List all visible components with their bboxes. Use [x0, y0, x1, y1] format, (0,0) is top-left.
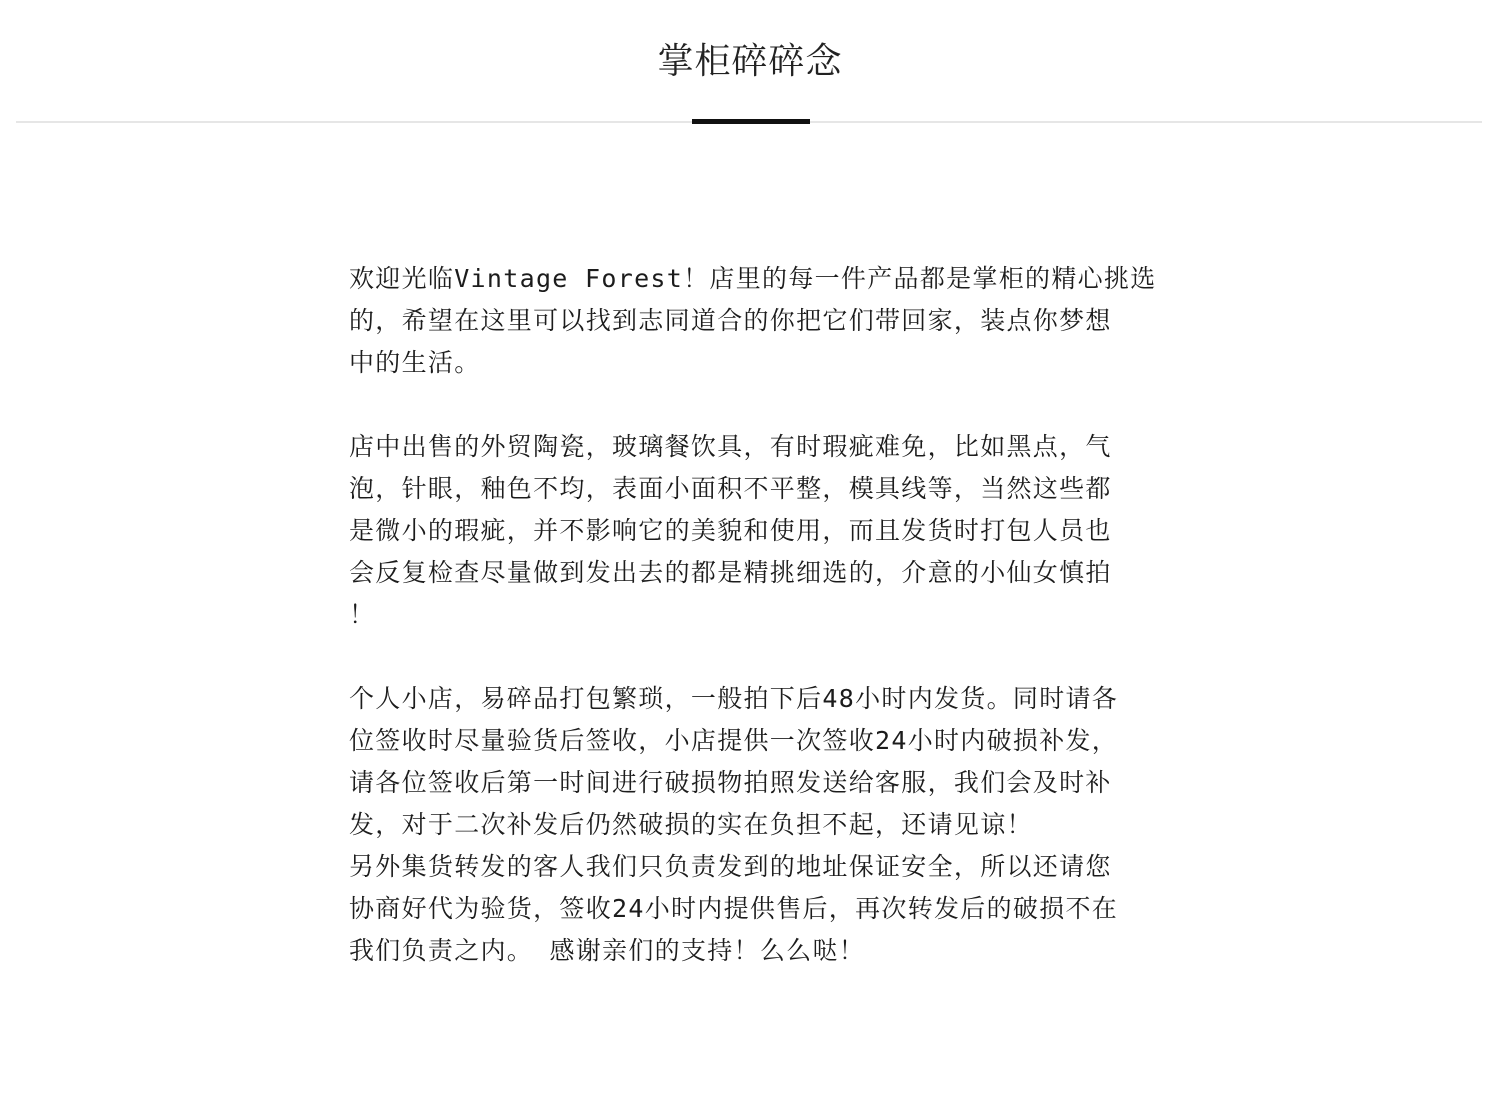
text-line: 中的生活。	[349, 348, 481, 377]
text-line: 是微小的瑕疵，并不影响它的美貌和使用，而且发货时打包人员也	[349, 516, 1112, 545]
paragraph-welcome	[349, 258, 1229, 384]
text-line: 店中出售的外贸陶瓷，玻璃餐饮具，有时瑕疵难免，比如黑点，气	[349, 432, 1112, 461]
text-line: 会反复检查尽量做到发出去的都是精挑细选的，介意的小仙女慎拍	[349, 558, 1112, 587]
paragraph-defects	[349, 426, 1229, 636]
text-line: 另外集货转发的客人我们只负责发到的地址保证安全，所以还请您	[349, 852, 1112, 881]
header-divider-accent	[692, 119, 810, 124]
text-line: 协商好代为验货，签收24小时内提供售后，再次转发后的破损不在	[349, 894, 1119, 923]
text-line: 个人小店，易碎品打包繁琐，一般拍下后48小时内发货。同时请各	[349, 684, 1119, 713]
page-header	[0, 0, 1500, 130]
text-line: 欢迎光临Vintage Forest！店里的每一件产品都是掌柜的精心挑选	[349, 264, 1157, 293]
text-line: 泡，针眼，釉色不均，表面小面积不平整，模具线等，当然这些都	[349, 474, 1112, 503]
text-line: 位签收时尽量验货后签收，小店提供一次签收24小时内破损补发，	[349, 726, 1119, 755]
text-line: 发，对于二次补发后仍然破损的实在负担不起，还请见谅！	[349, 810, 1033, 839]
text-line: 请各位签收后第一时间进行破损物拍照发送给客服，我们会及时补	[349, 768, 1112, 797]
page-title: 掌柜碎碎念	[657, 41, 843, 82]
article-body	[349, 258, 1229, 1014]
text-line: 的，希望在这里可以找到志同道合的你把它们带回家，装点你梦想	[349, 306, 1112, 335]
text-line: 我们负责之内。 感谢亲们的支持！么么哒！	[349, 936, 866, 965]
text-line: ！	[349, 600, 376, 629]
paragraph-shipping	[349, 678, 1229, 972]
